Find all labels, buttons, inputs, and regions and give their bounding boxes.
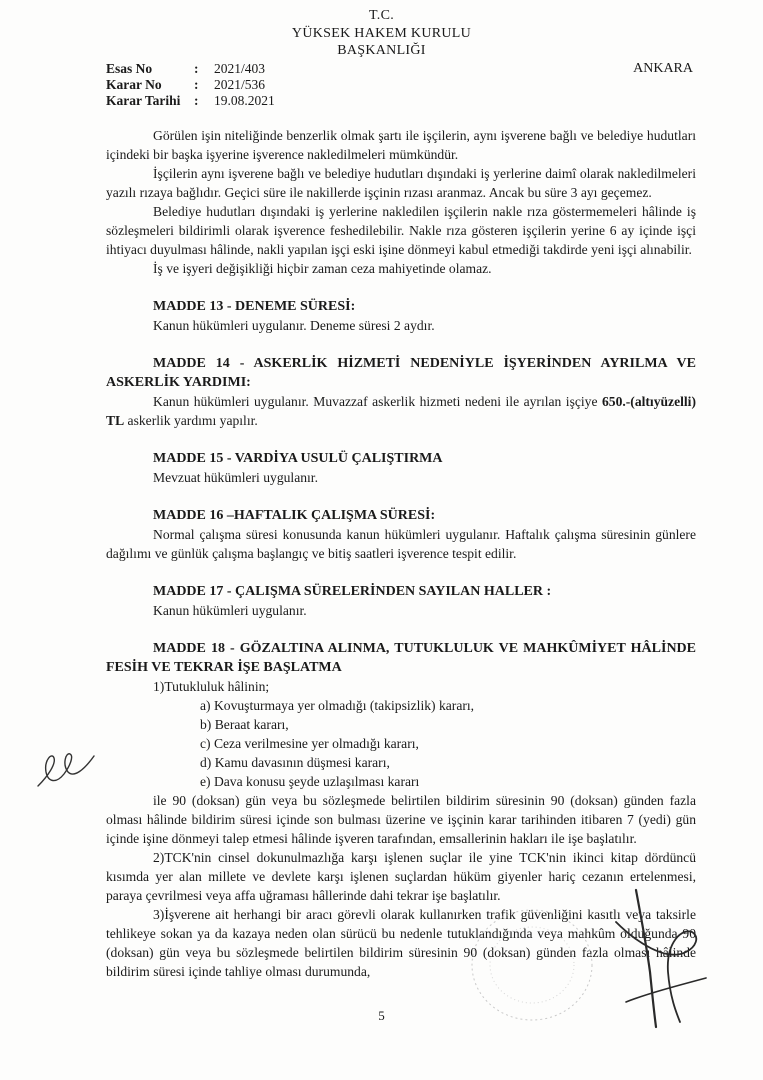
meta-label: Karar No	[106, 77, 162, 92]
meta-value: 2021/403	[214, 61, 266, 76]
list-item: b) Beraat kararı,	[200, 717, 289, 732]
header-line-tc: T.C.	[368, 8, 395, 23]
article-14-text-c: askerlik yardımı yapılır.	[124, 413, 258, 428]
meta-label: Esas No	[106, 61, 153, 76]
article-13-title: MADDE 13 - DENEME SÜRESİ:	[153, 299, 356, 314]
article-18-p2: 2)TCK'nin cinsel dokunulmazlığa karşı işlenen suçlar ile yine TCK'nin ikinci kitap dördüncü kısımda yer alan millete ve devlete karşı işlenen suçlardan hüküm giyenler hariç cezanın ertelenmesi, paraya çevrilmesi veya affa uğraması hâllerinde dahi tekrar işe başlatılır.	[106, 850, 696, 903]
article-14-amount: 650.-(altıyüzelli) TL	[106, 394, 696, 428]
article-18-intro: 1)Tutukluluk hâlinin;	[153, 679, 270, 694]
article-18-title: MADDE 18 - GÖZALTINA ALINMA, TUTUKLULUK VE MAHKÛMİYET HÂLİNDE FESİH VE TEKRAR İŞE BAŞLATMA	[106, 641, 696, 675]
list-item: a) Kovuşturmaya yer olmadığı (takipsizlik) kararı,	[200, 698, 475, 713]
meta-label: Karar Tarihi	[106, 93, 181, 108]
article-18-p3: 3)İşverene ait herhangi bir aracı görevli olarak kullanırken trafik güvenliğini kasıtlı veya taksirle tehlikeye sokan ya da kazaya neden olan sürücü bu nedenle tutuklandığında veya mahkûm olduğunda 90 (doksan) gün veya bu sözleşmede belirtilen bildirim süresinin 90 (doksan) günden fazla olması hâlinde bildirim süresi içinde tahliye olması durumunda,	[106, 907, 696, 979]
article-16-text: Normal çalışma süresi konusunda kanun hükümleri uygulanır. Haftalık çalışma süresinin günlere dağılımı ve günlük çalışma başlangıç ve bitiş saatleri işverence tespit edilir.	[106, 527, 696, 561]
article-14-text-a: Kanun hükümleri uygulanır. Muvazzaf askerlik hizmeti nedeni ile ayrılan işçiye	[153, 394, 602, 409]
paragraph: Belediye hudutları dışındaki iş yerlerine nakledilen işçilerin nakle rıza göstermemeleri hâlinde iş sözleşmeleri bildirimli olarak işverence feshedilebilir. Nakle rıza gösteren işçilerin yerine 6 ay içinde işçi ihtiyacı duyulması hâlinde, nakli yapılan işçi eski işine dönmeyi kabul etmediği takdirde yeni işçi alınabilir.	[106, 204, 696, 257]
case-metadata	[106, 61, 275, 109]
paragraph: İşçilerin aynı işverene bağlı ve belediye hudutları dışındaki iş yerlerine daimî olarak nakledilmeleri yazılı rızaya bağlıdır. Geçici süre ile nakillerde işçinin rızası aranmaz. Ancak bu süre 3 ayı geçemez.	[106, 166, 696, 200]
article-15-title: MADDE 15 - VARDİYA USULÜ ÇALIŞTIRMA	[153, 451, 443, 466]
meta-value: 2021/536	[214, 77, 266, 92]
header-line-presidency: BAŞKANLIĞI	[337, 43, 426, 58]
article-17-title: MADDE 17 - ÇALIŞMA SÜRELERİNDEN SAYILAN HALLER :	[153, 584, 552, 599]
article-16-title: MADDE 16 –HAFTALIK ÇALIŞMA SÜRESİ:	[153, 508, 436, 523]
page-number: 5	[378, 1008, 385, 1023]
paragraph: İş ve işyeri değişikliği hiçbir zaman ceza mahiyetinde olamaz.	[153, 261, 492, 276]
article-15-text: Mevzuat hükümleri uygulanır.	[153, 470, 318, 485]
list-item: c) Ceza verilmesine yer olmadığı kararı,	[200, 736, 419, 751]
meta-row	[106, 61, 275, 77]
meta-separator: :	[194, 61, 199, 76]
handwritten-initials-icon	[30, 738, 100, 798]
header-line-institution: YÜKSEK HAKEM KURULU	[291, 26, 472, 41]
meta-row	[106, 93, 275, 109]
paragraph: Görülen işin niteliğinde benzerlik olmak şartı ile işçilerin, aynı işverene bağlı ve belediye hudutları içindeki bir başka işyerine işverence nakledilmeleri mümkündür.	[106, 128, 696, 162]
meta-separator: :	[194, 93, 199, 108]
list-item: d) Kamu davasının düşmesi kararı,	[200, 755, 390, 770]
meta-value: 19.08.2021	[214, 93, 275, 108]
handwritten-signature-icon	[596, 882, 716, 1032]
meta-separator: :	[194, 77, 199, 92]
article-17-text: Kanun hükümleri uygulanır.	[153, 603, 307, 618]
meta-row	[106, 77, 275, 93]
article-14-title: MADDE 14 - ASKERLİK HİZMETİ NEDENİYLE İŞYERİNDEN AYRILMA VE ASKERLİK YARDIMI:	[106, 356, 696, 390]
faint-stamp-icon	[462, 900, 602, 1030]
article-18-after: ile 90 (doksan) gün veya bu sözleşmede belirtilen bildirim süresinin 90 (doksan) günden fazla olması hâlinde bildirim süresi içinde son bulması üzerine ve işçinin karar tarihinden itibaren 7 (yedi) gün içinde işine dönmeyi talep etmesi hâlinde işveren tarafından, emsallerinin hakları ile işe başlatılır.	[106, 793, 696, 846]
article-14-text	[106, 392, 696, 430]
document-body	[106, 126, 696, 981]
article-13-text: Kanun hükümleri uygulanır. Deneme süresi 2 aydır.	[153, 318, 435, 333]
city-label: ANKARA	[633, 61, 693, 76]
list-item: e) Dava konusu şeyde uzlaşılması kararı	[200, 774, 420, 789]
